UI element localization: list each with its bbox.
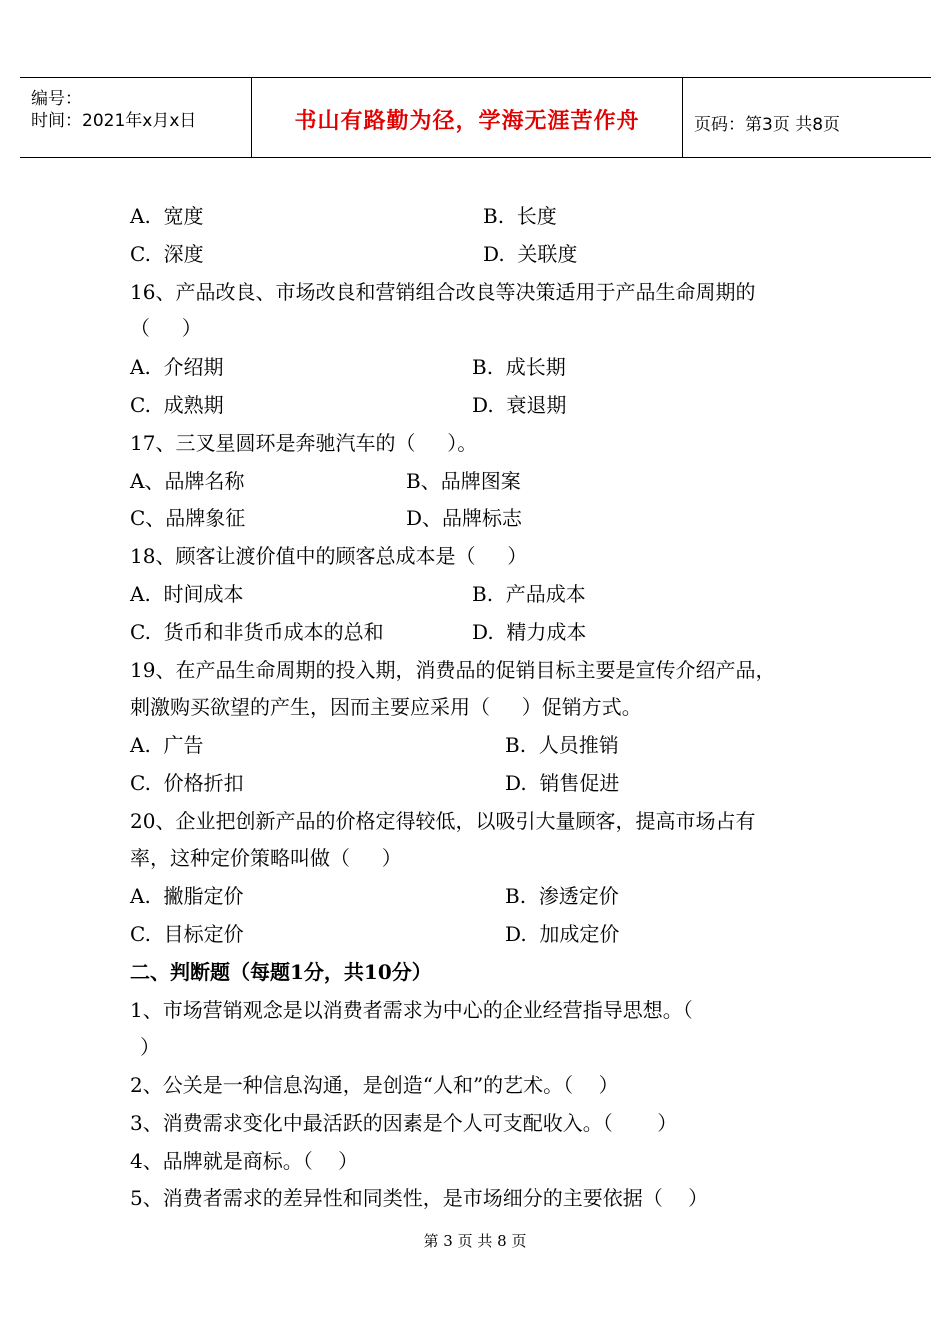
q20-option-d: D. 加成定价: [505, 922, 620, 946]
header-page-number: 页码：第3页 共8页: [694, 115, 841, 135]
q20-option-b: B. 渗透定价: [505, 884, 619, 908]
document-number: 编号：: [31, 89, 82, 109]
q19-option-a: A. 广告: [130, 733, 204, 757]
q20-stem-cont: 率，这种定价策略叫做（ ）: [130, 846, 402, 870]
header-right-cell: [683, 78, 931, 157]
tf-item-5: 5、消费者需求的差异性和同类性，是市场细分的主要依据（ ）: [130, 1186, 709, 1210]
q18-option-c: C. 货币和非货币成本的总和: [130, 620, 384, 644]
q17-option-d: D、品牌标志: [406, 506, 523, 530]
q18-option-a: A. 时间成本: [130, 582, 244, 606]
q15-option-c: C. 深度: [130, 242, 204, 266]
q17-stem: 17、三叉星圆环是奔驰汽车的（ ）。: [130, 431, 478, 455]
q18-option-d: D. 精力成本: [472, 620, 587, 644]
tf-item-1-cont: ）: [140, 1035, 160, 1059]
q20-stem: 20、企业把创新产品的价格定得较低，以吸引大量顾客，提高市场占有: [130, 809, 756, 833]
q16-option-c: C. 成熟期: [130, 393, 224, 417]
tf-item-1: 1、市场营销观念是以消费者需求为中心的企业经营指导思想。（: [130, 998, 693, 1022]
q16-option-b: B. 成长期: [472, 355, 566, 379]
q19-stem-cont: 刺激购买欲望的产生，因而主要应采用（ ）促销方式。: [130, 695, 642, 719]
tf-item-4: 4、品牌就是商标。（ ）: [130, 1149, 359, 1173]
q16-stem-cont: （ ）: [130, 316, 202, 340]
tf-item-3: 3、消费需求变化中最活跃的因素是个人可支配收入。（ ）: [130, 1111, 678, 1135]
section-heading-true-false: 二、判断题（每题1分，共10分）: [130, 960, 432, 984]
q20-option-a: A. 撇脂定价: [130, 884, 244, 908]
page-header: [20, 77, 931, 158]
q15-option-d: D. 关联度: [483, 242, 578, 266]
q19-stem: 19、在产品生命周期的投入期，消费品的促销目标主要是宣传介绍产品，: [130, 658, 776, 682]
q17-option-b: B、品牌图案: [406, 469, 521, 493]
q18-option-b: B. 产品成本: [472, 582, 586, 606]
q16-option-a: A. 介绍期: [130, 355, 224, 379]
q16-option-d: D. 衰退期: [472, 393, 567, 417]
q19-option-d: D. 销售促进: [505, 771, 620, 795]
tf-item-2: 2、公关是一种信息沟通，是创造“人和”的艺术。（ ）: [130, 1073, 619, 1097]
q19-option-b: B. 人员推销: [505, 733, 619, 757]
document-date: 时间：2021年x月x日: [31, 111, 197, 131]
header-motto: 书山有路勤为径，学海无涯苦作舟: [294, 109, 640, 134]
q17-option-c: C、品牌象征: [130, 506, 246, 530]
q19-option-c: C. 价格折扣: [130, 771, 244, 795]
header-center-cell: [252, 78, 683, 157]
q16-stem: 16、产品改良、市场改良和营销组合改良等决策适用于产品生命周期的: [130, 280, 756, 304]
q18-stem: 18、顾客让渡价值中的顾客总成本是（ ）: [130, 544, 528, 568]
q20-option-c: C. 目标定价: [130, 922, 244, 946]
header-left-cell: [20, 78, 252, 157]
q15-option-a: A. 宽度: [130, 204, 204, 228]
page-footer: 第 3 页 共 8 页: [423, 1232, 527, 1250]
q15-option-b: B. 长度: [483, 204, 557, 228]
q17-option-a: A、品牌名称: [130, 469, 245, 493]
